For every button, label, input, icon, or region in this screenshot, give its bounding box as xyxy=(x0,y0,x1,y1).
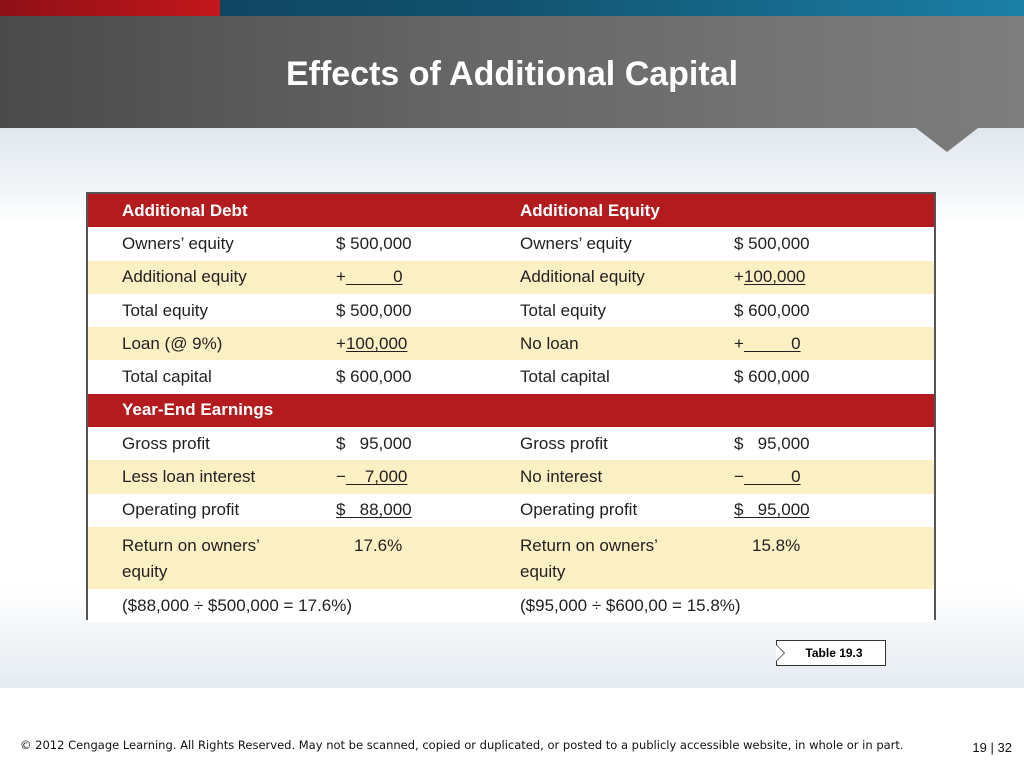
row-label-left: Less loan interest xyxy=(122,467,256,487)
value-underlined: 0 xyxy=(743,467,801,487)
row-label-right: Total capital xyxy=(520,367,610,387)
row-value-left: $ 500,000 xyxy=(336,233,412,253)
row-value-left: $ 600,000 xyxy=(336,367,412,387)
table-row xyxy=(88,460,934,493)
table-row xyxy=(88,427,934,460)
row-label-left: Return on owners’ equity xyxy=(122,535,260,581)
row-label-left: Operating profit xyxy=(122,500,240,520)
section-header-row xyxy=(88,394,934,427)
footer xyxy=(0,730,1024,768)
value-underlined: 0 xyxy=(345,267,403,287)
value-underlined: 100,000 xyxy=(345,333,408,353)
value-prefix: + xyxy=(734,267,744,287)
table-row-roe xyxy=(88,527,934,589)
row-label-left: Total capital xyxy=(122,367,212,387)
table-label-tag xyxy=(776,640,886,666)
row-value-left xyxy=(300,327,486,360)
value-prefix: − xyxy=(734,467,744,487)
row-value-right: $ 600,000 xyxy=(734,367,810,387)
row-value-left xyxy=(300,261,486,294)
slide-title: Effects of Additional Capital xyxy=(285,55,739,93)
header-empty xyxy=(486,394,934,427)
header-additional-debt: Additional Debt xyxy=(122,200,248,220)
value-prefix: + xyxy=(734,333,744,353)
table-row-formula xyxy=(88,589,934,622)
capital-effects-table xyxy=(86,192,936,620)
row-label-right: Total equity xyxy=(520,300,606,320)
value-prefix: + xyxy=(336,267,346,287)
formula-right: ($95,000 ÷ $600,00 = 15.8%) xyxy=(520,595,741,615)
row-label-left: Total equity xyxy=(122,300,208,320)
header-year-end-earnings: Year-End Earnings xyxy=(122,400,274,420)
value-underlined: 7,000 xyxy=(345,467,408,487)
row-value-left: $ 95,000 xyxy=(336,433,412,453)
row-value-left: $ 500,000 xyxy=(336,300,412,320)
value-prefix: + xyxy=(336,333,346,353)
row-value-right: $ 600,000 xyxy=(734,300,810,320)
table-row xyxy=(88,327,934,360)
row-value-right xyxy=(698,460,934,493)
header-notch-icon xyxy=(916,128,978,152)
table-row xyxy=(88,294,934,327)
row-value-left xyxy=(300,460,486,493)
row-value-right: 15.8% xyxy=(752,535,801,555)
row-label-right: Gross profit xyxy=(520,433,608,453)
value-underlined: $ 95,000 xyxy=(734,500,810,520)
tag-arrow-fill xyxy=(776,645,784,661)
page-current: 19 xyxy=(972,740,987,755)
row-label-right: Additional equity xyxy=(520,267,645,287)
value-underlined: 0 xyxy=(743,333,801,353)
table-row xyxy=(88,261,934,294)
row-value-left xyxy=(300,494,486,527)
copyright-text: © 2012 Cengage Learning. All Rights Reserved. May not be scanned, copied or duplicated, or posted to a publicly accessible website, in whole or in part. xyxy=(20,738,904,752)
value-underlined: 100,000 xyxy=(743,267,806,287)
table-row xyxy=(88,227,934,260)
value-prefix: − xyxy=(336,467,346,487)
top-accent-strip xyxy=(0,0,1024,16)
table-header-row xyxy=(88,194,934,227)
row-label-right: No interest xyxy=(520,467,603,487)
row-label-right: Owners’ equity xyxy=(520,233,632,253)
table-label: Table 19.3 xyxy=(805,646,863,660)
header-additional-equity: Additional Equity xyxy=(520,200,660,220)
row-label-left: Additional equity xyxy=(122,267,247,287)
row-value-right: $ 500,000 xyxy=(734,233,810,253)
row-value-right: $ 95,000 xyxy=(734,433,810,453)
row-label-right: No loan xyxy=(520,333,579,353)
page-separator: | xyxy=(990,740,994,755)
row-label-left: Owners’ equity xyxy=(122,233,234,253)
table-row xyxy=(88,494,934,527)
page-number xyxy=(972,740,1012,755)
top-accent-red xyxy=(0,0,220,16)
row-value-right xyxy=(698,327,934,360)
value-underlined: $ 88,000 xyxy=(336,500,412,520)
row-value-right xyxy=(698,261,934,294)
row-label-right: Operating profit xyxy=(520,500,638,520)
row-label-left: Gross profit xyxy=(122,433,210,453)
page-total: 32 xyxy=(997,740,1012,755)
row-value-right xyxy=(698,494,934,527)
table-row xyxy=(88,360,934,393)
row-label-right: Return on owners’ equity xyxy=(520,535,658,581)
row-label-left: Loan (@ 9%) xyxy=(122,333,223,353)
formula-left: ($88,000 ÷ $500,000 = 17.6%) xyxy=(122,595,353,615)
row-value-left: 17.6% xyxy=(354,535,403,555)
